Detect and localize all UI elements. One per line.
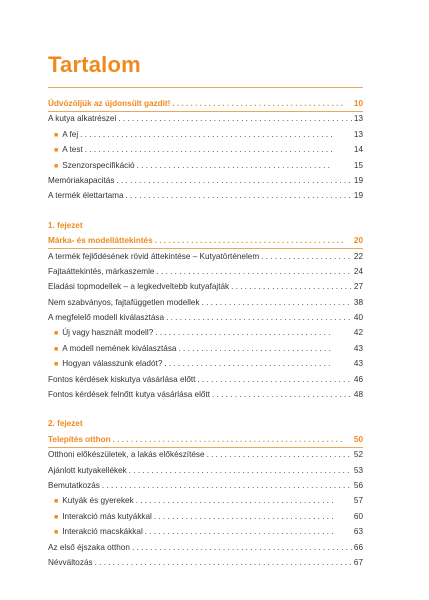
toc-subentry[interactable] <box>48 356 363 371</box>
dot-leader <box>197 372 351 387</box>
toc-entry-title: Márka- és modelláttekintés <box>48 236 153 246</box>
chapter-label: 1. fejezet <box>48 220 83 230</box>
dot-leader <box>116 173 351 188</box>
dot-leader <box>132 540 352 555</box>
dot-leader <box>212 387 352 402</box>
toc-entry[interactable] <box>48 173 363 188</box>
dot-leader <box>202 295 352 310</box>
divider-rule <box>48 248 363 249</box>
toc-page-number: 43 <box>353 343 363 353</box>
toc-entry-title: A modell nemének kiválasztása <box>62 343 177 353</box>
dot-leader <box>126 188 352 203</box>
dot-leader <box>113 432 345 447</box>
toc-entry-title: Szenzorspecifikáció <box>62 160 135 170</box>
toc-entry[interactable] <box>48 310 363 325</box>
bullet-icon: ■ <box>54 529 59 537</box>
dot-leader <box>261 249 352 264</box>
dot-leader <box>118 111 352 126</box>
toc-page-number: 66 <box>353 542 363 552</box>
page-title: Tartalom <box>48 52 141 77</box>
toc-entry-title: Üdvözöljük az újdonsült gazdit! <box>48 99 171 108</box>
toc-page-number: 43 <box>353 359 363 369</box>
dot-leader <box>166 310 352 325</box>
bullet-icon: ■ <box>54 361 59 369</box>
dot-leader <box>172 96 345 111</box>
toc-entry-title: Fontos kérdések felnőtt kutya vásárlása előtt <box>48 390 211 400</box>
toc-subentry[interactable] <box>48 158 363 173</box>
toc-entry[interactable] <box>48 387 363 402</box>
toc-entry-title: Nem szabványos, fajtafüggetlen modellek <box>48 297 200 307</box>
toc-entry-title: Új vagy használt modell? <box>62 328 154 338</box>
toc-subentry[interactable] <box>48 341 363 356</box>
toc-entry-title: Az első éjszaka otthon <box>48 542 130 552</box>
toc-subentry[interactable] <box>48 524 363 539</box>
dot-leader <box>154 509 333 524</box>
dot-leader <box>137 158 333 173</box>
toc-page-number: 42 <box>353 328 363 338</box>
toc-page-number: 57 <box>353 496 363 506</box>
toc-page-number: 50 <box>353 434 363 444</box>
divider-rule <box>48 447 363 448</box>
toc-entry-title: A kutya alkatrészei <box>48 114 117 124</box>
toc-page-number: 67 <box>353 557 363 567</box>
toc-heading-entry[interactable] <box>48 432 363 447</box>
toc-entry-title: A fej <box>62 129 79 139</box>
dot-leader <box>178 341 333 356</box>
toc-subentry[interactable] <box>48 493 363 508</box>
toc-entry[interactable] <box>48 188 363 203</box>
toc-page-number: 60 <box>353 511 363 521</box>
toc-page-number: 53 <box>353 465 363 475</box>
toc-subentry[interactable] <box>48 127 363 142</box>
toc-entry-title: Otthoni előkészületek, a lakás előkészítése <box>48 450 205 460</box>
divider-rule <box>48 111 363 112</box>
toc-page-number: 19 <box>353 175 363 185</box>
toc-page-number: 20 <box>353 236 363 246</box>
dot-leader <box>231 279 352 294</box>
divider-rule <box>48 87 363 88</box>
toc-page-number: 15 <box>353 160 363 170</box>
toc-entry-title: A megfelelő modell kiválasztása <box>48 313 165 323</box>
toc-entry-title: Interakció macskákkal <box>62 527 143 537</box>
toc-entry-title: A termék fejlődésének rövid áttekintése – Kutyatörténelem <box>48 251 260 261</box>
toc-entry-title: Fontos kérdések kiskutya vásárlása előtt <box>48 374 196 384</box>
toc-entry-title: Névváltozás <box>48 557 93 567</box>
toc-page-number: 13 <box>353 129 363 139</box>
toc-entry-title: Bemutatkozás <box>48 480 100 490</box>
toc-subentry[interactable] <box>48 509 363 524</box>
dot-leader <box>129 463 352 478</box>
toc-page-number: 27 <box>353 282 363 292</box>
dot-leader <box>95 555 352 570</box>
toc-entry[interactable] <box>48 555 363 570</box>
section-gap <box>48 402 363 416</box>
bullet-icon: ■ <box>54 330 59 338</box>
toc-entry[interactable] <box>48 372 363 387</box>
toc-entry[interactable] <box>48 279 363 294</box>
dot-leader <box>80 127 333 142</box>
toc-page-number: 52 <box>353 450 363 460</box>
dot-leader <box>85 142 333 157</box>
toc-entry-title: Interakció más kutyákkal <box>62 511 152 521</box>
dot-leader <box>136 493 333 508</box>
toc-entry[interactable] <box>48 295 363 310</box>
toc-entry-title: Ajánlott kutyakellékek <box>48 465 127 475</box>
toc-page-number: 22 <box>353 251 363 261</box>
bullet-icon: ■ <box>54 345 59 353</box>
toc-heading-entry[interactable] <box>48 96 363 111</box>
toc-entry[interactable] <box>48 478 363 493</box>
toc-page-number: 24 <box>353 266 363 276</box>
section-gap <box>48 204 363 218</box>
toc-page-number: 19 <box>353 191 363 201</box>
toc-subentry[interactable] <box>48 325 363 340</box>
toc-entry-title: Telepítés otthon <box>48 434 111 444</box>
dot-leader <box>156 264 351 279</box>
toc-page-number: 56 <box>353 480 363 490</box>
bullet-icon: ■ <box>54 147 59 155</box>
toc-page-number: 63 <box>353 527 363 537</box>
toc-entry-title: Memóriakapacitás <box>48 175 115 185</box>
toc-entry-title: A test <box>62 145 83 155</box>
toc-subentry[interactable] <box>48 142 363 157</box>
toc-entry[interactable] <box>48 111 363 126</box>
toc-entry-title: Hogyan válasszunk eladót? <box>62 359 163 369</box>
toc-entry-title: A termék élettartama <box>48 191 124 201</box>
toc-page-number: 10 <box>353 99 363 108</box>
toc-entry[interactable] <box>48 447 363 462</box>
toc-entry[interactable] <box>48 540 363 555</box>
bullet-icon: ■ <box>54 498 59 506</box>
toc-page-number: 38 <box>353 297 363 307</box>
toc-page-number: 46 <box>353 374 363 384</box>
toc-entry[interactable] <box>48 264 363 279</box>
toc-entry[interactable] <box>48 249 363 264</box>
bullet-icon: ■ <box>54 131 59 139</box>
dot-leader <box>155 325 333 340</box>
toc-entry-title: Kutyák és gyerekek <box>62 496 134 506</box>
chapter-label: 2. fejezet <box>48 419 83 429</box>
table-of-contents <box>48 96 363 570</box>
toc-entry[interactable] <box>48 463 363 478</box>
dot-leader <box>164 356 333 371</box>
toc-page-number: 48 <box>353 390 363 400</box>
dot-leader <box>102 478 352 493</box>
toc-page-number: 13 <box>353 114 363 124</box>
bullet-icon: ■ <box>54 162 59 170</box>
toc-heading-entry[interactable] <box>48 233 363 248</box>
dot-leader <box>145 524 333 539</box>
dot-leader <box>207 447 352 462</box>
toc-entry-title: Eladási topmodellek – a legkedveltebb kutyafajták <box>48 282 230 292</box>
toc-entry-title: Fajtaáttekintés, márkaszemle <box>48 266 155 276</box>
toc-page-number: 40 <box>353 313 363 323</box>
toc-page-number: 14 <box>353 145 363 155</box>
bullet-icon: ■ <box>54 513 59 521</box>
dot-leader <box>155 233 345 248</box>
